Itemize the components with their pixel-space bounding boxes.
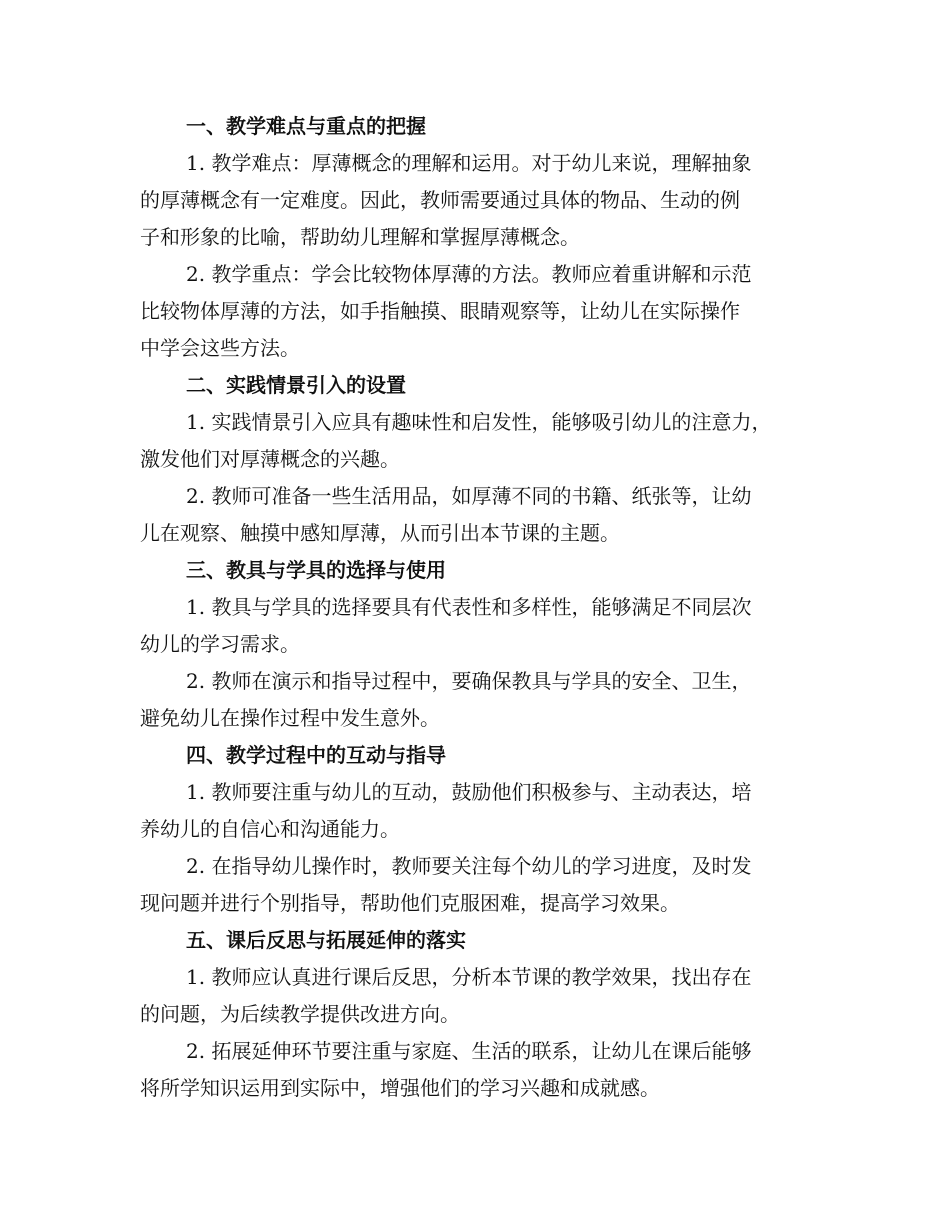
paragraph-line: 的问题，为后续教学提供改进方向。 [140,1002,460,1026]
paragraph-line: 避免幼儿在操作过程中发生意外。 [140,706,440,730]
section-heading-5: 五、课后反思与拓展延伸的落实 [186,928,466,952]
paragraph-line: 1. 实践情景引入应具有趣味性和启发性，能够吸引幼儿的注意力， [186,410,772,434]
section-heading-4: 四、教学过程中的互动与指导 [186,743,446,767]
paragraph-line: 1. 教具与学具的选择要具有代表性和多样性，能够满足不同层次 [186,595,752,619]
paragraph-line: 激发他们对厚薄概念的兴趣。 [140,447,400,471]
paragraph-line: 将所学知识运用到实际中，增强他们的学习兴趣和成就感。 [140,1076,660,1100]
paragraph-line: 2. 教学重点：学会比较物体厚薄的方法。教师应着重讲解和示范 [186,262,752,286]
paragraph-line: 2. 教师可准备一些生活用品，如厚薄不同的书籍、纸张等，让幼 [186,484,752,508]
paragraph-line: 的厚薄概念有一定难度。因此，教师需要通过具体的物品、生动的例 [140,188,740,212]
paragraph-line: 比较物体厚薄的方法，如手指触摸、眼睛观察等，让幼儿在实际操作 [140,299,740,323]
paragraph-line: 儿在观察、触摸中感知厚薄，从而引出本节课的主题。 [140,521,620,545]
paragraph-line: 2. 在指导幼儿操作时，教师要关注每个幼儿的学习进度，及时发 [186,854,752,878]
paragraph-line: 子和形象的比喻，帮助幼儿理解和掌握厚薄概念。 [140,225,580,249]
paragraph-line: 1. 教师应认真进行课后反思，分析本节课的教学效果，找出存在 [186,965,752,989]
paragraph-line: 1. 教学难点：厚薄概念的理解和运用。对于幼儿来说，理解抽象 [186,151,752,175]
section-heading-2: 二、实践情景引入的设置 [186,373,406,397]
paragraph-line: 1. 教师要注重与幼儿的互动，鼓励他们积极参与、主动表达，培 [186,780,752,804]
section-heading-3: 三、教具与学具的选择与使用 [186,558,446,582]
paragraph-line: 中学会这些方法。 [140,336,300,360]
paragraph-line: 2. 拓展延伸环节要注重与家庭、生活的联系，让幼儿在课后能够 [186,1039,752,1063]
paragraph-line: 现问题并进行个别指导，帮助他们克服困难，提高学习效果。 [140,891,680,915]
paragraph-line: 幼儿的学习需求。 [140,632,300,656]
paragraph-line: 养幼儿的自信心和沟通能力。 [140,817,400,841]
section-heading-1: 一、教学难点与重点的把握 [186,114,426,138]
paragraph-line: 2. 教师在演示和指导过程中，要确保教具与学具的安全、卫生， [186,669,752,693]
